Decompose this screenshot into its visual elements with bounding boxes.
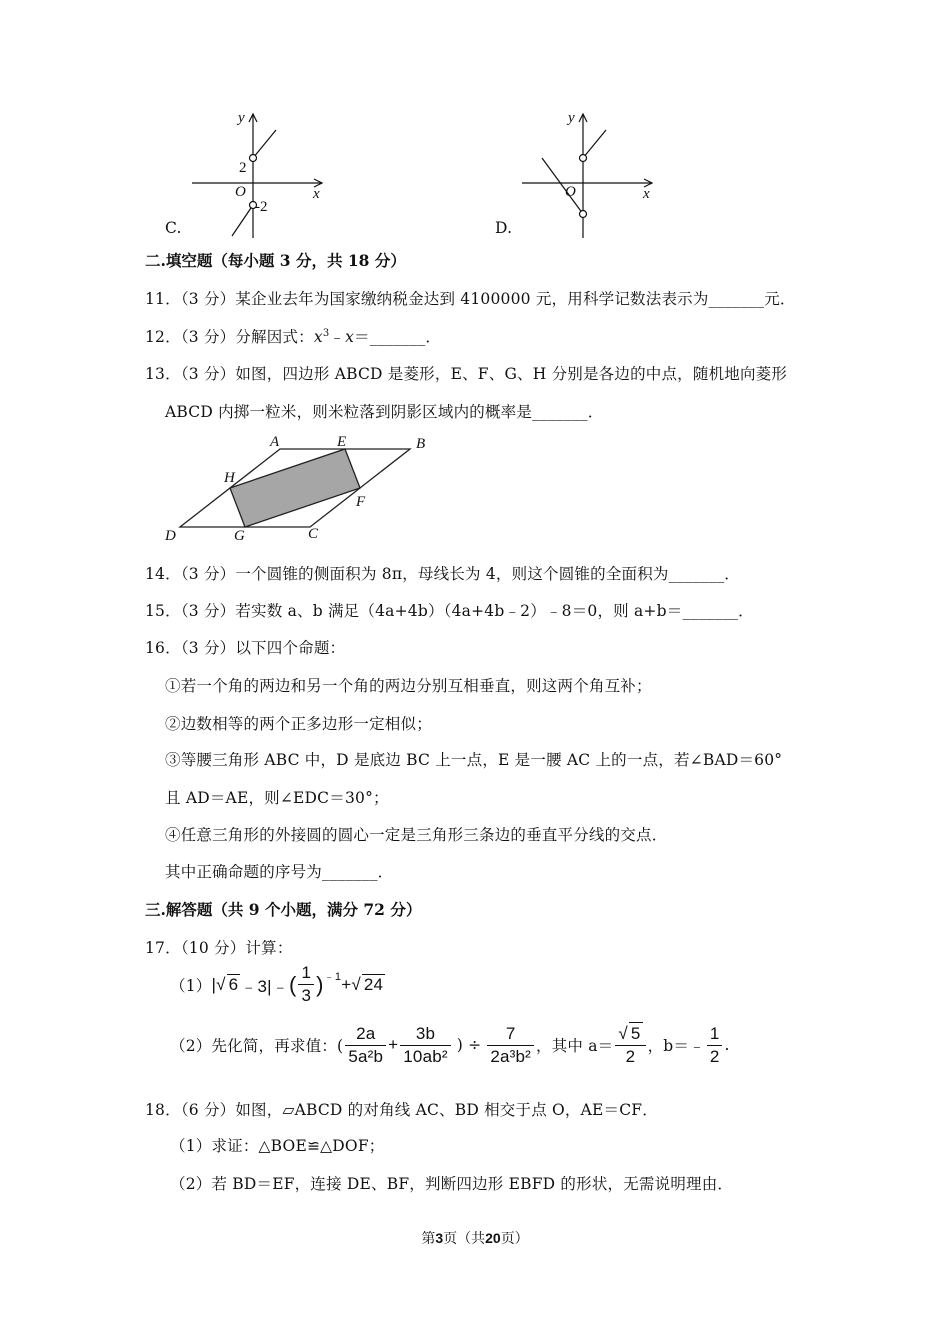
graph-c-svg	[160, 110, 340, 240]
question-16-intro: 16．（3 分）以下四个命题：	[145, 639, 346, 657]
q17-p2-b-den: 2	[709, 1046, 720, 1066]
q17-p2-f3-num: 7	[487, 1023, 534, 1046]
label-h: H	[224, 470, 235, 486]
q17-p2-f3-den: 2a³b²	[490, 1046, 532, 1066]
graph-d-x-label: x	[643, 186, 650, 202]
q17-p2-a-den: 2	[625, 1047, 636, 1066]
q12-suffix: ＝_______．	[354, 328, 442, 346]
question-18-part2: （2）若 BD＝EF，连接 DE、BF，判断四边形 EBFD 的形状，无需说明理由．	[170, 1175, 734, 1193]
question-11: 11．（3 分）某企业去年为国家缴纳税金达到 4100000 元，用科学记数法表示为_______元．	[145, 290, 796, 308]
q17-p1-label: （1）	[170, 976, 212, 995]
q17-p1-rad2: 24	[363, 975, 384, 994]
q17-p2-end: .	[724, 1036, 730, 1054]
graph-d-origin: O	[565, 184, 576, 200]
q17-p1-expr	[211, 962, 385, 1007]
question-18-part1: （1）求证：△BOE≌△DOF；	[170, 1137, 385, 1155]
q17-p2-b-value	[705, 1023, 725, 1068]
graph-c-lower-ray	[232, 205, 253, 236]
footer-page-number: 3	[435, 1230, 444, 1246]
q17-p1-num: 1	[298, 962, 314, 985]
q17-p1-den: 3	[301, 986, 312, 1005]
graph-d-svg	[490, 110, 670, 240]
label-f: F	[356, 494, 366, 510]
question-17-part1	[170, 962, 385, 1007]
q17-p1-rparen: )	[316, 971, 324, 997]
graph-d-upper-ray	[583, 130, 606, 158]
graph-option-d	[490, 110, 670, 240]
q17-p2-a-num	[615, 1022, 645, 1046]
q17-p2-divisor	[485, 1023, 536, 1068]
question-16-prop3a: ③等腰三角形 ABC 中，D 是底边 BC 上一点，E 是一腰 AC 上的一点，若∠BAD＝60°	[165, 751, 783, 769]
option-c-label: C.	[165, 219, 182, 237]
sqrt-icon: √	[216, 974, 226, 994]
q17-p2-f2-den: 10ab²	[403, 1046, 448, 1066]
section2-heading: 二.填空题（每小题 3 分，共 18 分）	[145, 251, 406, 270]
q17-p1-lparen: (	[288, 971, 297, 997]
label-d: D	[165, 528, 176, 544]
footer-pre: 第	[421, 1231, 436, 1247]
q17-p1-rad1: 6	[228, 975, 239, 994]
graph-option-c	[160, 110, 340, 240]
label-a: A	[270, 434, 280, 450]
footer-mid: 页（共	[443, 1231, 486, 1247]
label-e: E	[337, 434, 347, 450]
graph-c-upper-ray	[253, 130, 276, 158]
graph-c-origin: O	[235, 184, 246, 200]
graph-c-open-point-top	[250, 155, 257, 162]
label-c: C	[308, 526, 319, 542]
question-13-line2: ABCD 内掷一粒米，则米粒落到阴影区域内的概率是_______．	[165, 403, 604, 421]
q17-p2-f1-den: 5a²b	[348, 1046, 384, 1066]
q17-p2-close: ) ÷	[456, 1036, 482, 1054]
q12-x2: x	[345, 328, 355, 346]
question-16-prop1: ①若一个角的两边和另一个角的两边分别互相垂直，则这两个角互补；	[165, 677, 652, 695]
q17-p2-a-rad: 5	[630, 1024, 641, 1043]
sqrt-icon: √	[351, 974, 361, 994]
question-17-part2	[170, 1022, 730, 1068]
q17-p2-frac3	[487, 1023, 534, 1068]
question-17-intro: 17．（10 分）计算：	[145, 939, 293, 957]
q17-p2-where: ，其中 a＝	[536, 1037, 614, 1055]
q17-p1-minus3: ﹣3|﹣	[240, 977, 289, 996]
sqrt-icon: √	[618, 1024, 628, 1043]
q12-exponent: 3	[322, 327, 330, 339]
q17-p1-abs-open: |	[211, 974, 217, 994]
graph-d-y-label: y	[568, 110, 575, 126]
q17-p2-a-frac	[615, 1022, 645, 1068]
q17-p2-b-num: 1	[707, 1023, 723, 1046]
question-16-ask: 其中正确命题的序号为_______．	[165, 863, 394, 881]
footer-post: 页）	[500, 1231, 529, 1247]
rhombus-svg	[160, 430, 440, 545]
q17-p2-expr	[343, 1023, 452, 1068]
graph-c-y-label: y	[238, 110, 245, 126]
question-15: 15．（3 分）若实数 a、b 满足（4a+4b）（4a+4b﹣2）﹣8＝0，则 a+b＝_______．	[145, 602, 754, 620]
q17-p1-exp: ﹣1	[323, 971, 342, 983]
q17-p2-frac2	[400, 1023, 450, 1068]
question-16-prop4: ④任意三角形的外接圆的圆心一定是三角形三条边的垂直平分线的交点．	[165, 826, 668, 844]
question-18-line1: 18．（6 分）如图，▱ABCD 的对角线 AC、BD 相交于点 O，AE＝CF．	[145, 1101, 658, 1119]
label-b: B	[416, 436, 426, 452]
question-16-prop2: ②边数相等的两个正多边形一定相似；	[165, 715, 432, 733]
q12-prefix: 12．（3 分）分解因式：	[145, 328, 314, 346]
section3-heading: 三.解答题（共 9 个小题，满分 72 分）	[145, 900, 422, 919]
q12-minus: ﹣	[329, 328, 346, 346]
graph-d-open-point-bottom	[580, 211, 587, 218]
q17-p2-b: ，b＝﹣	[647, 1037, 705, 1055]
question-16-prop3b: 且 AD＝AE，则∠EDC＝30°；	[165, 789, 389, 807]
question-13-line1: 13．（3 分）如图，四边形 ABCD 是菱形，E、F、G、H 分别是各边的中点，随机地向菱形	[145, 365, 788, 383]
graph-d-open-point-top	[580, 155, 587, 162]
q17-p2-frac1	[345, 1023, 386, 1068]
q17-p2-f2-num: 3b	[400, 1023, 450, 1046]
q17-p2-b-frac	[707, 1023, 723, 1068]
q17-p1-fraction	[298, 962, 314, 1007]
rhombus-figure	[160, 430, 440, 545]
question-12	[145, 325, 441, 347]
footer-total-pages: 20	[485, 1230, 501, 1246]
q17-p2-plus: +	[388, 1035, 399, 1054]
graph-d-lower-ray	[542, 158, 583, 214]
label-g: G	[234, 528, 245, 544]
graph-c-tick-neg2: -2	[255, 199, 268, 215]
graph-c-tick-2: 2	[239, 160, 247, 176]
graph-c-x-label: x	[313, 186, 320, 202]
q17-p1-plus: +	[341, 974, 352, 994]
q17-p2-label: （2）先化简，再求值：(	[170, 1037, 344, 1055]
option-d-label: D.	[495, 219, 513, 237]
q17-p2-f1-num: 2a	[345, 1023, 386, 1046]
q12-x: x	[313, 328, 323, 346]
question-14: 14．（3 分）一个圆锥的侧面积为 8π，母线长为 4，则这个圆锥的全面积为_______．	[145, 565, 740, 583]
q17-p2-a-value	[613, 1022, 647, 1068]
shaded-efgh	[230, 449, 360, 527]
page-footer	[0, 1228, 950, 1248]
